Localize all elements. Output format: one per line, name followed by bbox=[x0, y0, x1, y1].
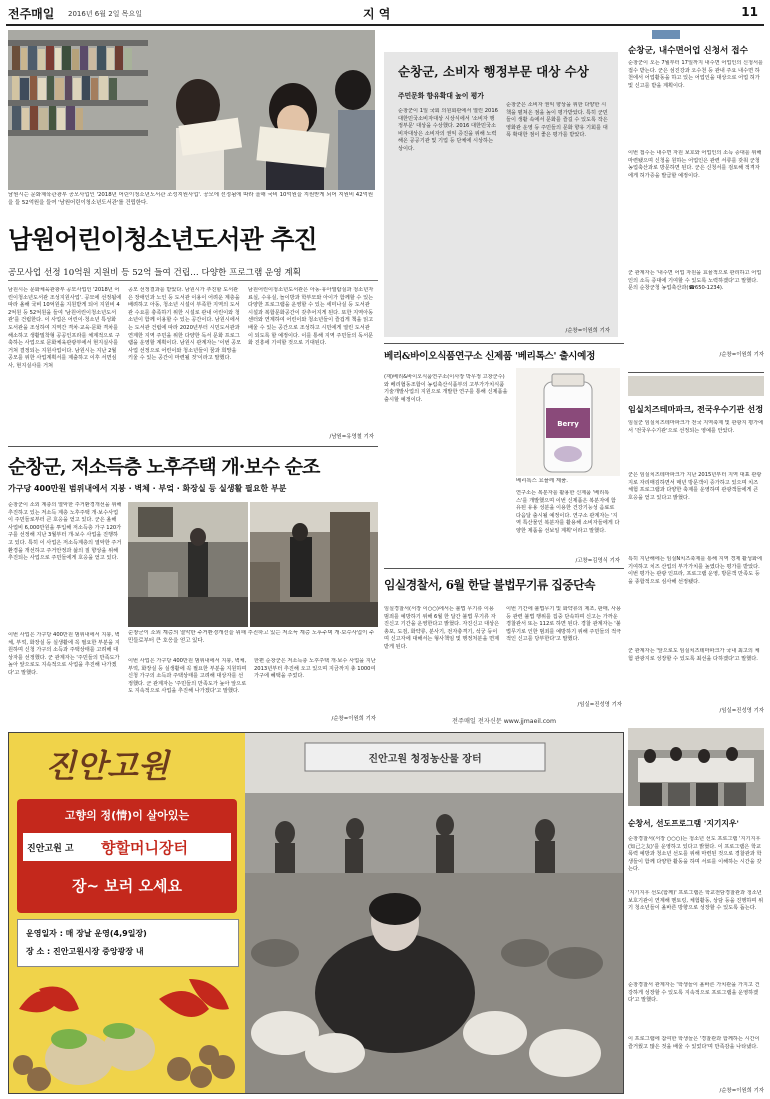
consumer-byline: /순창=이원희 기자 bbox=[565, 328, 610, 334]
library-body-col1: 남원시는 문화체육관광부 공모사업인 '2018년 어린이청소년도서관 조성지원사업'. 공모에 선정됨에 따라 올해 국비 10억원을 지원받게 되어 지원비 42억원 등 52억원을 들여 '남원어린이청소년도서관'를 건립한다. 이 사업은 어린이·청소년 특성화 도서관을 조성하여 지역간 격차·교육·문화 격차를 해소하고 생활밀착형 공공인프라를 체계적으로 구축하는 사업으로 문화체육관광부에서 현지실사를 거쳐 결정되는 지원사업이다. 남원시는 지난 2월 공모를 위한 사업계획서를 제출하고 이후 서면심사, 현지실사를 거쳐 bbox=[8, 287, 122, 369]
consumer-body-col2: 순창군은 소비자 권익 향상을 위한 다양한 시책을 펼쳐온 점을 높이 평가받았다. 특히 군민들이 생활 속에서 문화를 즐길 수 있도록 작은영화관 운영 등 주민들의 문화 향유 기회를 대폭 확대한 점이 좋은 평가를 받았다. bbox=[506, 102, 608, 139]
consumer-headline: 순창군, 소비자 행정부문 대상 수상 bbox=[398, 64, 589, 79]
imsil-body-b: 군은 임실치즈테마파크가 지난 2015년부터 지역 대표 관광지로 자리매김하면서 매년 방문객이 증가하고 있으며 치즈 체험 프로그램과 다양한 축제를 운영하며 관광객들에게 큰 호응을 얻고 있다고 밝혔다. bbox=[628, 472, 762, 501]
illegal-byline: /임실=진성영 기자 bbox=[577, 702, 622, 708]
housing-body-col1: 순창군이 소외 계층의 열악한 주거환경개선을 위해 추진하고 있는 저소득 계층 노후주택 개·보수사업이 주민들로부터 큰 호응을 얻고 있다. 군은 올해 사업비 6,000만원을 투입해 저소득층 가구 120가구를 선정해 지난 3월부터 개·보수 사업을 진행하고 있다. 특히 이 사업은 저소득계층의 열악한 주거환경을 개선하고 주거안정과 삶의 질 향상을 위해 추진되는 사업으로 주민들에게 호응을 얻고 있다. bbox=[8, 502, 122, 562]
berry-byline: /고창=김영식 기자 bbox=[575, 558, 620, 564]
berry-product-photo bbox=[516, 368, 620, 476]
police-body-c: 순창경찰서 관계자는 '학생들이 올바른 가치관을 가지고 건강하게 성장할 수 있도록 지속적으로 프로그램을 운영하겠다'고 말했다. bbox=[628, 982, 760, 1004]
berry-top-rule bbox=[384, 343, 624, 344]
footer-note: 전주매일 전자신문 www.jjmaeil.com bbox=[451, 718, 556, 725]
library-subhead: 공모사업 선정 10억원 지원비 등 52억 들여 건립… 다양한 프로그램 운영 계획 bbox=[8, 268, 301, 278]
police-byline: /순창=이원희 기자 bbox=[719, 1088, 764, 1094]
market-sign-text: 진안고원 청정농산물 장터 bbox=[368, 754, 482, 765]
ad-line1: 고향의 정(情)이 살아있는 bbox=[64, 809, 190, 822]
right-column-tag bbox=[652, 30, 680, 39]
library-photo bbox=[8, 30, 375, 190]
ad-banner bbox=[17, 799, 237, 913]
illegal-headline: 임실경찰서, 6월 한달 불법무기류 집중단속 bbox=[384, 578, 595, 592]
imsil-headline: 임실치즈테마파크, 전국우수기관 선정 bbox=[628, 404, 764, 414]
grapes-body-b: 이번 접수는 내수면 자원 보호와 어업인의 소득 증대를 위해 마련됐으며 신청을 원하는 어업인은 관련 서류를 갖춰 군청 농업축산과로 방문하면 된다. 군은 신청서를 검토해 적격자에게 허가증을 발급할 예정이다. bbox=[628, 150, 762, 179]
svg-text:Berry: Berry bbox=[557, 420, 579, 428]
police-body-a: 순창경찰서(서장 ○○○)는 청소년 선도 프로그램 '지기지우(知己之友)'를 운영하고 있다고 밝혔다. 이 프로그램은 학교폭력 예방과 청소년 선도를 위해 마련된 것으로 경찰관과 학생들이 함께 다양한 활동을 하며 서로를 이해하는 시간을 갖는다. bbox=[628, 836, 762, 873]
produce-illustration bbox=[9, 969, 245, 1093]
housing-photo-right-graphic bbox=[250, 502, 378, 627]
ad-line3: 장~ 보러 오세요 bbox=[72, 877, 182, 895]
page-header bbox=[8, 4, 762, 24]
illegal-body-col1: 임실경찰서(서장 이○○)에서는 불법 무기류 이용 범죄를 예방하기 위해 6월 한 달간 불법 무기류 자진신고 기간을 운영한다고 밝혔다. 자진신고 대상은 총포, 도검, 화약류, 분사기, 전자충격기, 석궁 등이며 신고자에 대해서는 형사책임 및 행정처분을 면제받게 된다. bbox=[384, 606, 500, 650]
library-photo-graphic bbox=[8, 30, 375, 190]
library-headline: 남원어린이청소년도서관 추진 bbox=[8, 225, 317, 254]
market-photo bbox=[245, 733, 623, 1093]
library-body-col2: 공모 선정결과를 받았다. 남원시가 추진할 도서관은 장애인과 노인 등 도서관 이용이 어려운 계층을 배려하고 아동, 청소년 시설이 부족한 지역의 도서관 수요를 충족하기 위한 시설로 관내 어린이와 청소년이 함께 이용할 수 있는 공간이다. 남원시에서는 도서관 건립에 따라 2020년부터 시민도서관과 연계한 지역 주민을 위한 다양한 독서 문화 프로그램을 운영할 계획이다. 남원시 관계자는 '이번 공모사업 선정으로 어린이와 청소년들이 꿈과 희망을 키울 수 있는 공간이 마련될 것'이라고 말했다. bbox=[128, 287, 242, 362]
illegal-body-col2: 이번 기간에 불법무기 및 화약류의 제조, 판매, 사용 등 관련 불법 행위를 집중 단속하며 신고는 가까운 경찰관서 또는 112로 하면 된다. 경찰 관계자는 '불법무기로 인한 범죄를 예방하기 위해 주민들의 적극적인 신고를 당부한다'고 말했다. bbox=[506, 606, 622, 643]
grapes-body: 순창군이 오는 7월부터 17일까지 내수면 어업인의 신청서를 접수 받는다. 군은 섬진강과 오수천 등 관내 주요 내수면 하천에서 어업활동을 하고 있는 어업인을 대상으로 어업 허가 및 신고를 받을 계획이다. bbox=[628, 60, 764, 89]
housing-body-col3: 한편 순창군은 저소득층 노후주택 개·보수 사업을 지난 2013년부터 추진해 오고 있으며 지금까지 총 1000여 가구에 혜택을 주었다. bbox=[254, 658, 376, 680]
housing-byline: /순창=이원희 기자 bbox=[331, 716, 376, 722]
library-body-col3: 남원어린이청소년도서관은 아동·유아열람실과 청소년자료실, 수유실, 놀이방과 학부모와 아이가 함께할 수 있는 다양한 프로그램을 운영할 수 있는 세미나실 등 도서관 시설과 복합문화공간이 갖추어지게 된다. 또한 지역아동센터와 연계하여 어린이와 청소년들이 즐겁게 책을 읽고 배울 수 있는 공간으로 조성하고 시민에게 열린 도서관이 되도록 할 예정이다. 이를 통해 지역 주민들의 독서문화 진흥에 기여할 것으로 기대된다. bbox=[248, 287, 374, 347]
police-body-b: '지기지우 선도(함께)' 프로그램은 학교전담경찰관과 청소년 보호기관이 연계해 멘토링, 체험활동, 상담 등을 진행하며 위기 청소년들이 올바른 방향으로 성장할 수 있도록 돕는다. bbox=[628, 890, 764, 912]
consumer-subhead: 주민문화 향유확대 높이 평가 bbox=[398, 92, 484, 100]
yogurt-bottle-icon bbox=[516, 368, 620, 476]
header-rule bbox=[6, 24, 764, 26]
library-subhead-rule bbox=[8, 280, 378, 281]
berry-photo-caption: 베리톡스 요플레 제품. bbox=[516, 478, 569, 484]
berry-body-col1: (재)베리&바이오식품연구소(이사장 박우정 고창군수)와 베리협동조합이 농림축산식품부의 고부가가치식품기술개발사업의 지원으로 개발한 연구를 통해 신제품을 출시할 예정이다. bbox=[384, 374, 508, 403]
market-advertisement bbox=[8, 732, 624, 1094]
ad-info1: 운영일자 : 매 장날 운영(4,9일장) bbox=[26, 929, 147, 938]
ad-info2: 장 소 : 진안고원시장 중앙광장 내 bbox=[26, 947, 144, 956]
housing-photo-right bbox=[250, 502, 378, 627]
section-title: 지 역 bbox=[363, 7, 391, 21]
housing-body-col2: 이번 사업은 가구당 400만원 범위내에서 지붕, 벽체, 부엌, 화장실 등 실생활에 꼭 필요한 부분을 지원하며 신청 가구의 소득과 주택상태를 고려해 대상자를 선정했다. 군 관계자는 '주민들의 만족도가 높아 앞으로도 지속적으로 사업을 추진해 나가겠다'고 말했다. bbox=[128, 658, 247, 695]
housing-photo-left bbox=[128, 502, 248, 627]
housing-headline: 순창군, 저소득층 노후주택 개·보수 순조 bbox=[8, 456, 320, 478]
ad-left-panel bbox=[9, 733, 245, 1093]
market-photo-graphic bbox=[245, 733, 623, 1093]
page-number: 11 bbox=[741, 5, 758, 19]
police-body-d: 이 프로그램에 참여한 학생들은 '경찰관과 함께하는 시간이 즐거웠고 많은 것을 배울 수 있었다'며 만족감을 나타냈다. bbox=[628, 1036, 760, 1050]
masthead: 전주매일 bbox=[8, 7, 55, 21]
issue-date: 2016년 6월 2일 목요일 bbox=[68, 10, 142, 18]
grapes-headline: 순창군, 내수면어업 신청서 접수 bbox=[628, 46, 748, 56]
divider bbox=[8, 446, 378, 447]
imsil-byline: /임실=진성영 기자 bbox=[719, 708, 764, 714]
imsil-body-c: 특히 지난해에는 임실N치즈축제를 통해 지역 경제 활성화에 기여하고 치즈 산업의 부가가치를 높였다는 평가를 받았다. 이번 평가는 관광 인프라, 프로그램 운영, 방문객 만족도 등을 종합적으로 심사해 선정됐다. bbox=[628, 556, 763, 585]
library-byline: /남원=유영철 기자 bbox=[329, 434, 374, 440]
ad-brand: 진안고원 bbox=[45, 747, 169, 785]
berry-headline: 베리&바이오식품연구소 신제품 '베리톡스' 출시예정 bbox=[384, 351, 596, 362]
library-photo-caption: 남원시는 문화체육관광부 공모사업인 '2018년 어린이청소년도서관 조성지원사업'. 공모에 선정됨에 따라 올해 국비 10억원을 지원받게 되어 지원비 42억원을 들 52억원을 들여 '남원어린이청소년도서관'를 건립한다. bbox=[8, 192, 374, 206]
ad-line2-prefix: 진안고원 고 bbox=[27, 844, 74, 854]
berry-body-col2: 연구소는 복분자를 활용한 신제품 '베리톡스'를 개발했으며 이번 신제품은 복분자에 함유된 유용 성분을 이용한 건강기능성 음료로 다음달 출시될 예정이다. 연구소 관계자는 '지역 특산물인 복분자를 활용해 소비자들에게 다양한 제품을 선보일 계획'이라고 말했다. bbox=[516, 490, 620, 534]
housing-photo-caption: 순창군이 소외 계층의 열악한 주거환경개선을 위해 추진하고 있는 저소득 계층 노후주택 개·보수사업이 주민들로부터 큰 호응을 얻고 있다. bbox=[128, 630, 375, 644]
housing-photo-left-graphic bbox=[128, 502, 248, 627]
illegal-top-rule bbox=[384, 568, 624, 569]
imsil-top-rule bbox=[628, 372, 764, 373]
consumer-box bbox=[384, 52, 618, 337]
police-photo-graphic bbox=[628, 728, 764, 806]
imsil-photo bbox=[628, 376, 764, 396]
housing-subhead: 가구당 400만원 범위내에서 지붕 · 벽체 · 부엌 · 화장실 등 실생활 필요한 부분 bbox=[8, 484, 287, 493]
ad-line2-main: 향할머니장터 bbox=[101, 839, 188, 857]
police-photo bbox=[628, 728, 764, 806]
consumer-body-col1: 순창군이 1일 국회 의원회관에서 열린 2016 대한민국소비자대상 시상식에서 '소비자 행정부문' 대상을 수상했다. 2016 대한민국소비자대상은 소비자의 권익 증진을 위해 노력해온 공공기관 및 기업 등 단체에 시상하는 상이다. bbox=[398, 108, 498, 152]
imsil-body-a: 임실군 임실치즈테마파크가 전국 지역축제 및 관광지 평가에서 '전국우수기관'으로 선정되는 영예를 안았다. bbox=[628, 420, 764, 434]
grapes-byline: /순창=이원희 기자 bbox=[719, 352, 764, 358]
ad-info-box bbox=[17, 919, 239, 967]
police-headline: 순창서, 선도프로그램 '지기지우' bbox=[628, 819, 739, 828]
grapes-body-c: 군 관계자는 '내수면 어업 자원을 효율적으로 관리하고 어업인의 소득 증대에 기여할 수 있도록 노력하겠다'고 말했다. 문의 순창군청 농업축산과(☎650-1234). bbox=[628, 270, 762, 292]
imsil-body-d: 군 관계자는 '앞으로도 임실치즈테마파크가 국내 최고의 체험 관광지로 성장할 수 있도록 최선을 다하겠다'고 말했다. bbox=[628, 648, 760, 662]
housing-body-col1b: 이번 사업은 가구당 400만원 범위내에서 지붕, 벽체, 부엌, 화장실 등 실생활에 꼭 필요한 부분을 지원하며 신청 가구의 소득과 주택상태를 고려해 대상자를 선정했다. 군 관계자는 '주민들의 만족도가 높아 앞으로도 지속적으로 사업을 추진해 나가겠다'고 말했다. bbox=[8, 632, 120, 676]
ad-line2 bbox=[23, 833, 231, 861]
